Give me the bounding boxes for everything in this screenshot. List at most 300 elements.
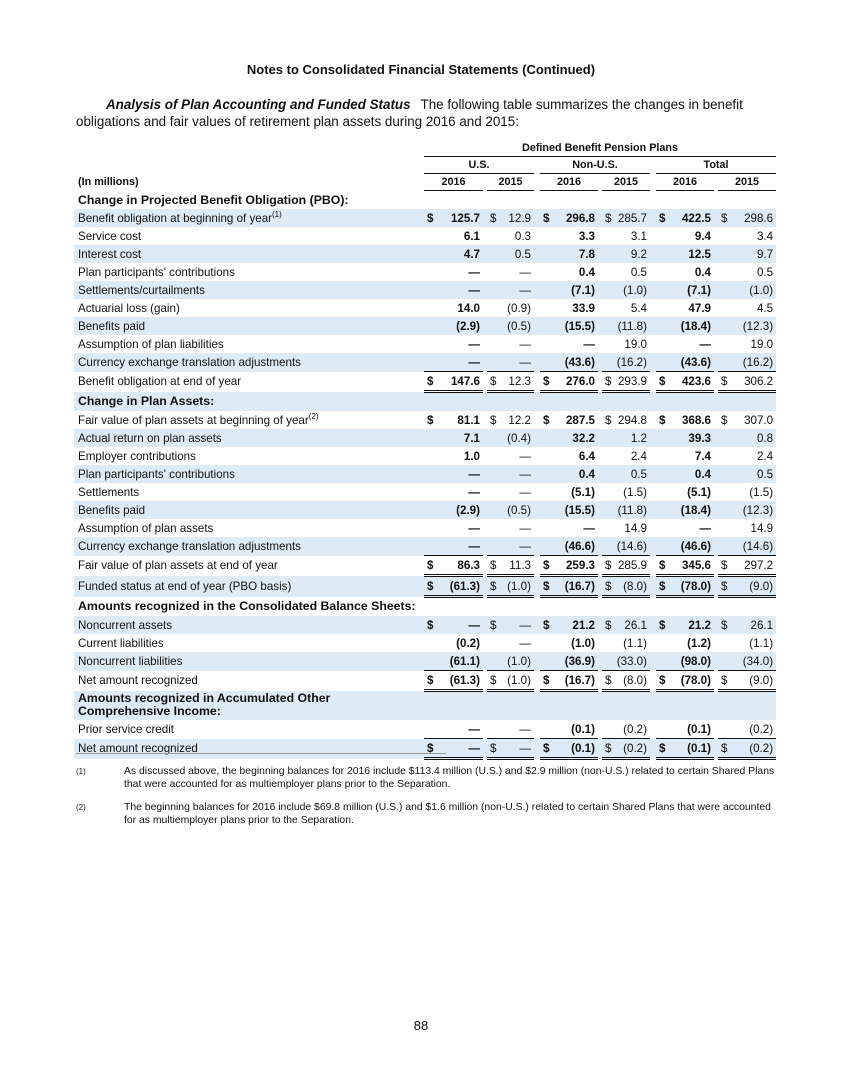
dollar-sign — [540, 519, 554, 537]
value-cell: — — [583, 337, 595, 351]
value-cell: (5.1) — [571, 485, 595, 499]
value-cell: (15.5) — [554, 317, 598, 335]
dollar-sign — [487, 652, 501, 671]
dollar-sign — [540, 281, 554, 299]
value-cell: (0.1) — [571, 722, 595, 736]
dollar-sign: $ — [540, 209, 554, 227]
row-label-text: Currency exchange translation adjustments — [78, 539, 301, 553]
value-cell: 0.5 — [501, 245, 534, 263]
value-cell: 6.1 — [463, 229, 480, 243]
value-cell: 294.8 — [617, 413, 647, 427]
row-label — [74, 227, 424, 245]
table-row — [74, 465, 776, 483]
value-cell: 14.9 — [750, 521, 774, 535]
dollar-sign — [602, 227, 616, 245]
dollar-sign: $ — [424, 556, 438, 576]
dollar-sign — [424, 353, 438, 372]
value-cell: (1.1) — [749, 636, 774, 650]
dollar-sign: $ — [605, 413, 612, 427]
value-cell: (8.0) — [616, 576, 650, 597]
value-cell: 47.9 — [688, 301, 711, 315]
dollar-sign — [540, 227, 554, 245]
value-cell: 14.9 — [624, 521, 647, 535]
dollar-sign: $ — [487, 576, 501, 597]
value-cell: — — [519, 521, 531, 535]
table-row — [74, 281, 776, 299]
value-cell: (0.2) — [456, 636, 480, 650]
dollar-sign — [424, 483, 438, 501]
footnote-marker: (1) — [76, 767, 86, 776]
row-label — [74, 372, 424, 392]
pension-plans-table — [74, 140, 776, 760]
value-cell: (14.6) — [732, 537, 776, 556]
dollar-sign: $ — [487, 616, 501, 634]
dollar-sign — [718, 537, 732, 556]
row-label-text: Interest cost — [78, 247, 142, 261]
table-row — [74, 556, 776, 576]
row-label — [74, 429, 424, 447]
dollar-sign — [424, 335, 438, 353]
group-header: Defined Benefit Pension Plans — [424, 140, 776, 157]
dollar-sign — [718, 281, 732, 299]
dollar-sign: $ — [602, 372, 616, 392]
dollar-sign: $ — [656, 209, 670, 227]
value-cell: 3.4 — [756, 229, 774, 243]
value-cell: (0.1) — [687, 722, 711, 736]
value-cell: 7.4 — [694, 449, 711, 463]
row-label-text: Currency exchange translation adjustments — [78, 355, 301, 369]
value-cell: (18.4) — [670, 317, 714, 335]
value-cell: 0.4 — [578, 265, 595, 279]
value-cell: 276.0 — [554, 372, 598, 392]
intro-lead: Analysis of Plan Accounting and Funded Status — [106, 97, 411, 112]
value-cell: — — [438, 537, 483, 556]
dollar-sign — [656, 537, 670, 556]
footnote-ref: (2) — [308, 411, 319, 421]
dollar-sign — [602, 317, 616, 335]
row-label — [74, 411, 424, 429]
dollar-sign — [424, 299, 438, 317]
value-cell: — — [501, 616, 534, 634]
dollar-sign — [487, 263, 501, 281]
table-row — [74, 537, 776, 556]
value-cell: (0.1) — [670, 739, 714, 759]
dollar-sign — [656, 227, 670, 245]
dollar-sign — [424, 317, 438, 335]
dollar-sign: $ — [490, 413, 497, 427]
value-cell: (1.0) — [501, 652, 534, 671]
value-cell: (78.0) — [670, 671, 714, 691]
dollar-sign — [656, 429, 670, 447]
dollar-sign — [718, 429, 732, 447]
intro-paragraph — [76, 96, 776, 130]
page-number: 88 — [413, 1018, 429, 1033]
dollar-sign: $ — [487, 372, 501, 392]
dollar-sign — [602, 519, 616, 537]
value-cell: — — [438, 739, 483, 759]
dollar-sign — [656, 634, 670, 652]
dollar-sign — [718, 317, 732, 335]
dollar-sign: $ — [487, 671, 501, 691]
dollar-sign — [487, 227, 501, 245]
value-cell: — — [468, 521, 480, 535]
header-non-us: Non-U.S. — [540, 157, 650, 174]
intro-text: The following table summarizes the changes in benefit obligations and fair values of retirement plan assets during 2016 and 2015: — [76, 97, 743, 129]
value-cell: 9.4 — [694, 229, 711, 243]
dollar-sign — [656, 720, 670, 739]
dollar-sign: $ — [427, 413, 434, 427]
row-label — [74, 353, 424, 372]
plan-header-row — [74, 157, 776, 174]
value-cell: (1.2) — [687, 636, 711, 650]
row-label-text: Change in Projected Benefit Obligation (PBO): — [78, 192, 349, 207]
value-cell: (1.5) — [623, 485, 647, 499]
units-label: (In millions) — [78, 176, 139, 188]
row-label — [74, 335, 424, 353]
section-label — [74, 597, 424, 617]
value-cell: (1.0) — [732, 281, 776, 299]
row-label — [74, 616, 424, 634]
value-cell: (0.5) — [501, 501, 534, 519]
table-row — [74, 317, 776, 335]
row-label-text: Assumption of plan liabilities — [78, 337, 224, 351]
dollar-sign — [602, 299, 616, 317]
dollar-sign — [540, 245, 554, 263]
value-cell: 297.2 — [732, 556, 776, 576]
dollar-sign — [656, 335, 670, 353]
dollar-sign: $ — [602, 739, 616, 759]
value-cell: 14.0 — [457, 301, 480, 315]
dollar-sign: $ — [718, 209, 732, 227]
row-label-text: Amounts recognized in the Consolidated Balance Sheets: — [78, 599, 416, 614]
value-cell: — — [501, 537, 534, 556]
row-label — [74, 501, 424, 519]
footnote-1 — [76, 765, 776, 791]
value-cell: 7.1 — [438, 429, 483, 447]
row-label — [74, 263, 424, 281]
value-cell: 423.6 — [670, 372, 714, 392]
dollar-sign — [487, 519, 501, 537]
value-cell: (61.1) — [438, 652, 483, 671]
dollar-sign: $ — [540, 372, 554, 392]
value-cell: 21.2 — [554, 616, 598, 634]
year-header: 2016 — [424, 174, 483, 191]
row-label-text: Funded status at end of year (PBO basis) — [78, 579, 292, 593]
table-row — [74, 372, 776, 392]
table-row — [74, 353, 776, 372]
dollar-sign — [718, 299, 732, 317]
value-cell: (0.5) — [501, 317, 534, 335]
dollar-sign: $ — [602, 671, 616, 691]
value-cell: (0.2) — [732, 739, 776, 759]
dollar-sign — [487, 429, 501, 447]
dollar-sign — [424, 652, 438, 671]
year-header: 2015 — [487, 174, 534, 191]
row-label-text: Current liabilities — [78, 636, 164, 650]
value-cell: (12.3) — [732, 501, 776, 519]
dollar-sign — [540, 501, 554, 519]
value-cell: (0.2) — [616, 739, 650, 759]
dollar-sign — [487, 537, 501, 556]
row-label — [74, 281, 424, 299]
value-cell: 0.5 — [616, 465, 650, 483]
value-cell: (43.6) — [554, 353, 598, 372]
value-cell: (9.0) — [732, 576, 776, 597]
year-header: 2015 — [718, 174, 776, 191]
dollar-sign: $ — [487, 209, 501, 227]
dollar-sign — [424, 537, 438, 556]
header-total: Total — [656, 157, 776, 174]
row-label-text: Actuarial loss (gain) — [78, 301, 180, 315]
dollar-sign — [487, 465, 501, 483]
dollar-sign: $ — [718, 739, 732, 759]
table-row — [74, 576, 776, 597]
dollar-sign — [540, 652, 554, 671]
dollar-sign — [540, 317, 554, 335]
dollar-sign — [656, 245, 670, 263]
dollar-sign: $ — [602, 576, 616, 597]
dollar-sign — [718, 465, 732, 483]
table-row — [74, 739, 776, 759]
dollar-sign — [656, 299, 670, 317]
row-label-text: Plan participants' contributions — [78, 265, 235, 279]
value-cell: 3.1 — [630, 229, 647, 243]
value-cell: 3.3 — [578, 229, 595, 243]
dollar-sign — [718, 263, 732, 281]
value-cell: 12.5 — [670, 245, 714, 263]
row-label — [74, 720, 424, 739]
table-row — [74, 447, 776, 465]
year-header-row — [74, 174, 776, 191]
value-cell: 1.0 — [463, 449, 480, 463]
table-row — [74, 299, 776, 317]
value-cell: 39.3 — [670, 429, 714, 447]
value-cell: — — [501, 353, 534, 372]
table-row — [74, 483, 776, 501]
section-header-row — [74, 191, 776, 210]
row-label-text: Net amount recognized — [78, 742, 198, 755]
value-cell: (0.9) — [507, 301, 531, 315]
dollar-sign — [718, 353, 732, 372]
dollar-sign — [540, 634, 554, 652]
dollar-sign: $ — [718, 671, 732, 691]
value-cell: (7.1) — [554, 281, 598, 299]
table-row — [74, 209, 776, 227]
table-row — [74, 263, 776, 281]
dollar-sign — [540, 429, 554, 447]
dollar-sign: $ — [602, 209, 616, 227]
dollar-sign — [718, 335, 732, 353]
value-cell: (0.2) — [623, 722, 647, 736]
value-cell: (1.5) — [749, 485, 774, 499]
row-label-text: Change in Plan Assets: — [78, 394, 215, 409]
dollar-sign — [602, 537, 616, 556]
dollar-sign — [540, 465, 554, 483]
value-cell: 293.9 — [616, 372, 650, 392]
value-cell: 285.9 — [616, 556, 650, 576]
dollar-sign — [540, 720, 554, 739]
value-cell: 285.7 — [616, 209, 650, 227]
dollar-sign — [656, 447, 670, 465]
row-label-text: Benefit obligation at end of year — [78, 375, 242, 388]
dollar-sign: $ — [718, 372, 732, 392]
value-cell: 4.7 — [438, 245, 483, 263]
dollar-sign — [540, 263, 554, 281]
dollar-sign — [656, 317, 670, 335]
value-cell: (0.4) — [501, 429, 534, 447]
dollar-sign — [602, 353, 616, 372]
value-cell: — — [438, 281, 483, 299]
value-cell: — — [583, 521, 595, 535]
dollar-sign: $ — [721, 413, 728, 427]
dollar-sign — [424, 281, 438, 299]
value-cell: — — [468, 722, 480, 736]
row-label — [74, 576, 424, 597]
row-label — [74, 465, 424, 483]
dollar-sign — [602, 652, 616, 671]
value-cell: (1.0) — [571, 636, 595, 650]
row-label — [74, 634, 424, 652]
dollar-sign — [487, 281, 501, 299]
dollar-sign — [487, 317, 501, 335]
value-cell: — — [699, 521, 711, 535]
section-label — [74, 392, 424, 412]
row-label-text: Amounts recognized in Accumulated Other Comprehensive Income: — [78, 691, 331, 719]
dollar-sign — [656, 501, 670, 519]
dollar-sign — [540, 353, 554, 372]
dollar-sign — [487, 299, 501, 317]
value-cell: 298.6 — [732, 209, 776, 227]
value-cell: (1.1) — [623, 636, 647, 650]
dollar-sign — [656, 519, 670, 537]
value-cell: 368.6 — [681, 413, 711, 427]
value-cell: (12.3) — [732, 317, 776, 335]
value-cell: (5.1) — [687, 485, 711, 499]
value-cell: 259.3 — [554, 556, 598, 576]
row-label — [74, 299, 424, 317]
value-cell: (18.4) — [670, 501, 714, 519]
dollar-sign — [602, 245, 616, 263]
value-cell: — — [501, 465, 534, 483]
dollar-sign — [540, 299, 554, 317]
row-label-text: Plan participants' contributions — [78, 467, 235, 481]
dollar-sign — [602, 465, 616, 483]
dollar-sign: $ — [424, 372, 438, 392]
value-cell: (16.2) — [616, 353, 650, 372]
dollar-sign — [602, 634, 616, 652]
dollar-sign — [602, 263, 616, 281]
dollar-sign — [718, 634, 732, 652]
row-label-text: Fair value of plan assets at end of year — [78, 559, 278, 572]
year-header: 2015 — [602, 174, 650, 191]
row-label — [74, 537, 424, 556]
value-cell: (36.9) — [554, 652, 598, 671]
value-cell: 86.3 — [438, 556, 483, 576]
row-label-text: Prior service credit — [78, 722, 174, 736]
value-cell: (78.0) — [670, 576, 714, 597]
value-cell: (16.7) — [554, 576, 598, 597]
value-cell: 12.2 — [508, 413, 531, 427]
value-cell: — — [438, 353, 483, 372]
value-cell: (34.0) — [732, 652, 776, 671]
value-cell: 26.1 — [732, 616, 776, 634]
dollar-sign — [602, 335, 616, 353]
dollar-sign — [487, 483, 501, 501]
dollar-sign: $ — [424, 209, 438, 227]
value-cell: 12.3 — [501, 372, 534, 392]
dollar-sign — [424, 227, 438, 245]
value-cell: (46.6) — [670, 537, 714, 556]
table-row — [74, 671, 776, 691]
year-header: 2016 — [540, 174, 598, 191]
value-cell: (1.0) — [501, 576, 534, 597]
dollar-sign — [718, 447, 732, 465]
row-label — [74, 556, 424, 576]
value-cell: 9.2 — [616, 245, 650, 263]
value-cell: 0.3 — [514, 229, 531, 243]
dollar-sign: $ — [718, 616, 732, 634]
table-row — [74, 335, 776, 353]
value-cell: — — [468, 337, 480, 351]
value-cell: (0.1) — [554, 739, 598, 759]
value-cell: 296.8 — [554, 209, 598, 227]
dollar-sign: $ — [424, 671, 438, 691]
table-row — [74, 227, 776, 245]
section-header-row — [74, 392, 776, 412]
row-label-text: Net amount recognized — [78, 674, 198, 687]
dollar-sign — [602, 281, 616, 299]
value-cell: 19.0 — [750, 337, 774, 351]
footnote-2 — [76, 801, 776, 827]
table-row — [74, 501, 776, 519]
dollar-sign — [424, 720, 438, 739]
footnote-marker: (2) — [76, 803, 86, 812]
row-label-text: Assumption of plan assets — [78, 521, 214, 535]
value-cell: (8.0) — [616, 671, 650, 691]
value-cell: 21.2 — [670, 616, 714, 634]
value-cell: (61.3) — [438, 576, 483, 597]
row-label-text: Benefits paid — [78, 319, 146, 333]
dollar-sign — [718, 227, 732, 245]
value-cell: (11.8) — [616, 317, 650, 335]
dollar-sign — [487, 335, 501, 353]
value-cell: (16.2) — [732, 353, 776, 372]
row-label-text: Employer contributions — [78, 449, 196, 463]
value-cell: (61.3) — [438, 671, 483, 691]
dollar-sign — [424, 465, 438, 483]
value-cell: 125.7 — [438, 209, 483, 227]
footnote-rule — [76, 753, 446, 754]
value-cell: — — [519, 485, 531, 499]
value-cell: 422.5 — [670, 209, 714, 227]
dollar-sign — [718, 519, 732, 537]
dollar-sign — [540, 447, 554, 465]
value-cell: — — [468, 485, 480, 499]
footnote-text: As discussed above, the beginning balances for 2016 include $113.4 million (U.S.) and $2.9 million (non-U.S.) related to certain Shared Plans that were accounted for as multiemployer plans prior to the Separation. — [124, 766, 775, 790]
row-label-text: Settlements/curtailments — [78, 283, 205, 297]
value-cell: 12.9 — [501, 209, 534, 227]
dollar-sign: $ — [487, 739, 501, 759]
value-cell: — — [519, 636, 531, 650]
dollar-sign: $ — [540, 576, 554, 597]
value-cell: (16.7) — [554, 671, 598, 691]
dollar-sign — [718, 720, 732, 739]
value-cell: 0.4 — [670, 465, 714, 483]
row-label — [74, 317, 424, 335]
dollar-sign: $ — [656, 372, 670, 392]
footnote-text: The beginning balances for 2016 include $69.8 million (U.S.) and $1.6 million (non-U.S.) related to certain Shared Plans that were accounted for as multiemployer plans prior to the Separation. — [124, 802, 771, 826]
dollar-sign — [602, 429, 616, 447]
